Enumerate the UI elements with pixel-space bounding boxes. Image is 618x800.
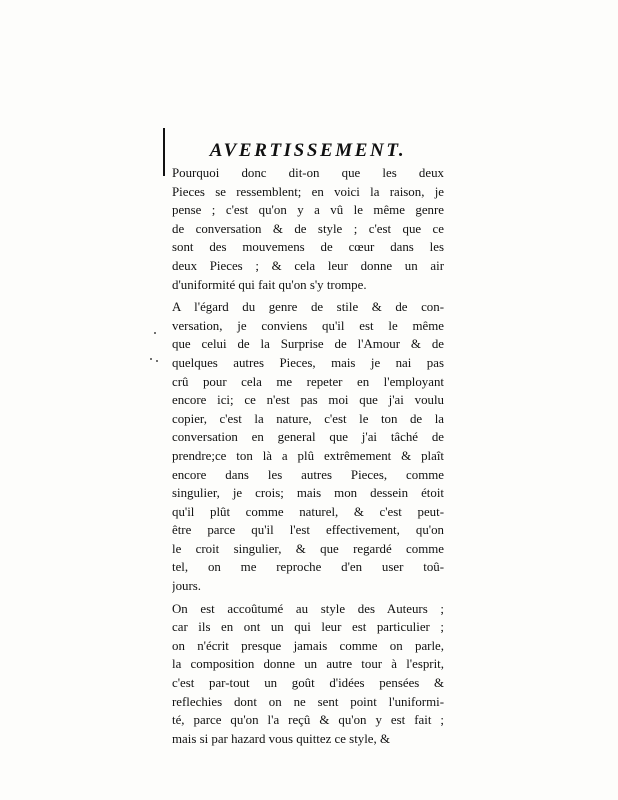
text-line: le croit singulier, & que regardé comme (172, 541, 444, 556)
text-line: copier, c'est la nature, c'est le ton de la (172, 411, 444, 426)
text-line: jours. (172, 579, 202, 594)
text-line: d'uniformité qui fait qu'on s'y trompe. (172, 277, 367, 292)
text-line: qu'il plût comme naturel, & c'est peut- (172, 504, 444, 519)
text-line: mais si par hazard vous quittez ce style, & (172, 731, 391, 746)
text-line: quelques autres Pieces, mais je nai pas (172, 355, 444, 370)
text-line: deux Pieces ; & cela leur donne un air (172, 258, 444, 273)
text-line: prendre;ce ton là a plû extrêmement & plaît (172, 448, 444, 463)
text-line: tel, on me reproche d'en user toû- (172, 560, 444, 575)
paragraph (172, 164, 444, 294)
paragraphs (172, 164, 444, 748)
text-line: sont des mouvemens de cœur dans les (172, 240, 444, 255)
text-line: de conversation & de style ; c'est que ce (172, 221, 444, 236)
text-line: crû pour cela me repeter en l'employant (172, 374, 444, 389)
text-line: encore dans les autres Pieces, comme (172, 467, 444, 482)
text-line: A l'égard du genre de stile & de con- (172, 300, 444, 315)
text-line: Pourquoi donc dit-on que les deux (172, 166, 444, 180)
ink-speck (150, 358, 152, 360)
text-line: singulier, je crois; mais mon dessein étoit (172, 486, 444, 501)
text-line: que celui de la Surprise de l'Amour & de (172, 337, 444, 352)
paragraph (172, 298, 444, 596)
text-line: té, parce qu'on l'a reçû & qu'on y est fait ; (172, 713, 444, 728)
text-line: la composition donne un autre tour à l'esprit, (172, 657, 444, 672)
paragraph (172, 600, 444, 749)
ink-speck (154, 332, 156, 334)
ink-speck (156, 360, 158, 362)
text-line: on n'écrit presque jamais comme on parle, (172, 638, 444, 653)
text-line: encore ici; ce n'est pas moi que j'ai voulu (172, 393, 444, 408)
text-line: car ils en ont un qui leur est particulier ; (172, 620, 444, 635)
text-line: Pieces se ressemblent; en voici la raison, je (172, 184, 444, 199)
text-line: reflechies dont on ne sent point l'uniformi- (172, 694, 444, 709)
text-line: versation, je conviens qu'il est le même (172, 318, 444, 333)
page-text (172, 140, 444, 748)
page-title: AVERTISSEMENT. (209, 140, 407, 161)
text-line: être parce qu'il l'est effectivement, qu'on (172, 523, 444, 538)
text-line: pense ; c'est qu'on y a vû le même genre (172, 203, 444, 218)
text-line: c'est par-tout un goût d'idées pensées & (172, 676, 444, 691)
margin-rule (163, 128, 165, 176)
text-line: conversation en general que j'ai tâché de (172, 430, 444, 445)
text-line: On est accoûtumé au style des Auteurs ; (172, 601, 444, 616)
